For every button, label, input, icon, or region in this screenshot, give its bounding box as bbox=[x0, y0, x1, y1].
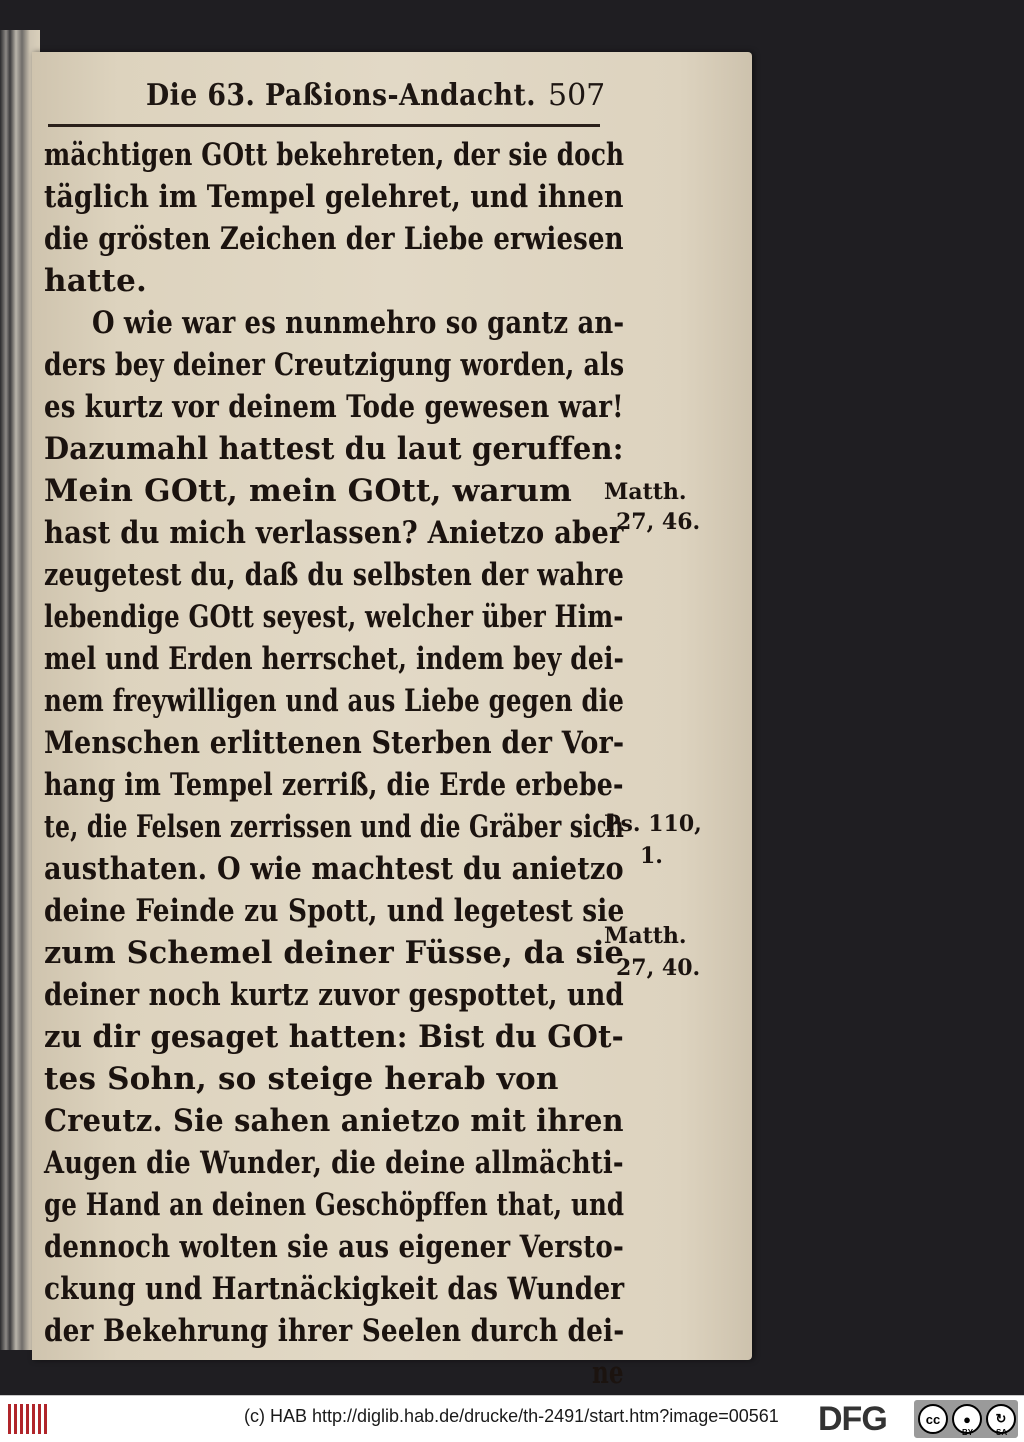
text-line: deiner noch kurtz zuvor gespottet, und bbox=[44, 977, 624, 1013]
marginal-note: 1. bbox=[640, 843, 663, 869]
dfg-logo[interactable]: DFG bbox=[818, 1400, 887, 1438]
text-line: hatte. bbox=[44, 263, 147, 299]
text-line: austhaten. O wie machtest du anietzo bbox=[44, 851, 624, 887]
running-head bbox=[48, 78, 608, 118]
license-label: SA bbox=[996, 1428, 1008, 1437]
license-label: BY bbox=[962, 1428, 974, 1437]
text-line: nem freywilligen und aus Liebe gegen die bbox=[44, 683, 624, 719]
text-line: mächtigen GOtt bekehreten, der sie doch bbox=[44, 137, 625, 173]
text-line: Augen die Wunder, die deine allmächti- bbox=[44, 1145, 624, 1181]
marginal-note: 27, 46. bbox=[616, 509, 701, 535]
text-line: mel und Erden herrschet, indem bey dei- bbox=[44, 641, 625, 677]
text-line: zu dir gesaget hatten: Bist du GOt- bbox=[44, 1019, 624, 1055]
text-line: Creutz. Sie sahen anietzo mit ihren bbox=[44, 1103, 624, 1139]
marginal-note: Matth. bbox=[604, 479, 687, 505]
text-line: die grösten Zeichen der Liebe erwiesen bbox=[44, 221, 624, 257]
text-body bbox=[44, 134, 624, 1396]
header-rule bbox=[48, 124, 600, 127]
running-title: Die 63. Paßions-Andacht. bbox=[146, 78, 537, 113]
page-number: 507 bbox=[548, 78, 606, 113]
text-line: Menschen erlittenen Sterben der Vor- bbox=[44, 725, 625, 761]
text-line: hang im Tempel zerriß, die Erde erbebe- bbox=[44, 767, 624, 803]
text-line: ckung und Hartnäckigkeit das Wunder bbox=[44, 1271, 625, 1307]
footer-credit[interactable]: (c) HAB http://diglib.hab.de/drucke/th-2491/start.htm?image=00561 bbox=[244, 1406, 779, 1426]
text-line: deine Feinde zu Spott, und legetest sie bbox=[44, 893, 625, 929]
text-line: O wie war es nunmehro so gantz an- bbox=[92, 305, 625, 341]
text-line: zum Schemel deiner Füsse, da sie bbox=[44, 935, 625, 971]
cc-license-badge[interactable] bbox=[914, 1400, 1018, 1438]
marginal-note: Matth. bbox=[604, 923, 687, 949]
sa-icon: ↻ bbox=[986, 1404, 1016, 1434]
marginal-note: Ps. 110, bbox=[604, 811, 702, 837]
text-line: ne bbox=[592, 1355, 624, 1391]
by-icon: ● bbox=[952, 1404, 982, 1434]
text-line: ge Hand an deinen Geschöpffen that, und bbox=[44, 1187, 625, 1223]
text-line: lebendige GOtt seyest, welcher über Him- bbox=[44, 599, 624, 635]
marginal-note: 27, 40. bbox=[616, 955, 701, 981]
text-line: zeugetest du, daß du selbsten der wahre bbox=[44, 557, 624, 593]
text-line: te, die Felsen zerrissen und die Gräber sich bbox=[44, 809, 625, 845]
text-line: Mein GOtt, mein GOtt, warum bbox=[44, 473, 573, 509]
cc-icon: cc bbox=[918, 1404, 948, 1434]
text-line: dennoch wolten sie aus eigener Versto- bbox=[44, 1229, 624, 1265]
viewer-footer bbox=[0, 1395, 1024, 1442]
hab-logo-icon[interactable] bbox=[8, 1404, 48, 1434]
marginalia bbox=[604, 470, 714, 1030]
text-line: hast du mich verlassen? Anietzo aber bbox=[44, 515, 624, 551]
text-line: ders bey deiner Creutzigung worden, als bbox=[44, 347, 625, 383]
text-line: der Bekehrung ihrer Seelen durch dei- bbox=[44, 1313, 625, 1349]
text-line: Dazumahl hattest du laut geruffen: bbox=[44, 431, 624, 467]
text-line: es kurtz vor deinem Tode gewesen war! bbox=[44, 389, 624, 425]
text-line: tes Sohn, so steige herab von bbox=[44, 1061, 559, 1097]
text-line: täglich im Tempel gelehret, und ihnen bbox=[44, 179, 624, 215]
